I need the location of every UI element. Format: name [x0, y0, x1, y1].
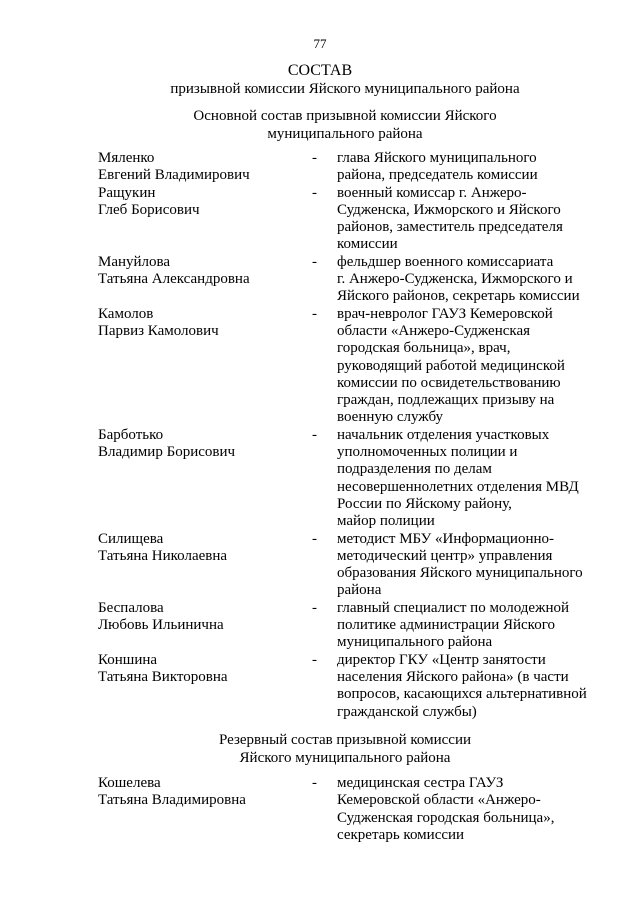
member-name	[98, 775, 312, 844]
member-role-line: района, председатель комиссии	[337, 167, 538, 184]
member-name	[98, 427, 312, 531]
member-role	[337, 254, 593, 306]
member-role-line: глава Яйского муниципального	[337, 150, 537, 166]
document-title: СОСТАВ	[287, 62, 353, 79]
member-name-line: Камолов	[98, 305, 154, 322]
member-role-line: комиссии по освидетельствованию	[337, 374, 561, 391]
member-name-line: Татьяна Николаевна	[98, 547, 228, 564]
member-role	[337, 185, 593, 254]
main-section-title-line: муниципального района	[267, 126, 423, 142]
member-role-line: комиссии	[337, 236, 398, 253]
reserve-section-title	[0, 731, 640, 767]
member-role	[337, 150, 593, 185]
member-name-line: Мануйлова	[98, 253, 171, 270]
member-name-line: Татьяна Владимировна	[98, 792, 246, 809]
member-role-line: военную службу	[337, 409, 444, 426]
member-role-line: медицинская сестра ГАУЗ	[337, 775, 504, 791]
member-role-line: начальник отделения участковых	[337, 426, 550, 443]
member-name	[98, 150, 312, 185]
member-role-line: подразделения по делам	[337, 461, 492, 478]
member-role-line: городская больница», врач,	[337, 340, 511, 357]
member-role-line: г. Анжеро-Судженска, Ижморского и	[337, 271, 573, 288]
member-entry	[98, 254, 598, 306]
member-role-line: района	[337, 582, 382, 599]
member-entry	[98, 150, 598, 185]
member-entry	[98, 306, 598, 427]
member-name	[98, 600, 312, 652]
member-dash: -	[312, 651, 317, 668]
member-name-line: Глеб Борисович	[98, 201, 200, 218]
member-role-line: области «Анжеро-Судженская	[337, 322, 531, 339]
member-role-line: гражданской службы)	[337, 703, 477, 720]
member-name-line: Владимир Борисович	[98, 444, 236, 461]
member-entry	[98, 652, 598, 721]
member-dash: -	[312, 426, 317, 443]
member-name-line: Беспалова	[98, 599, 164, 616]
member-name	[98, 531, 312, 600]
member-name-line: Коншина	[98, 651, 158, 668]
member-role-line: несовершеннолетних отделения МВД	[337, 478, 579, 495]
main-section-title	[0, 107, 640, 143]
member-role	[337, 306, 593, 427]
member-role	[337, 531, 593, 600]
member-role	[337, 427, 593, 531]
reserve-section-title-line: Яйского муниципального района	[239, 750, 451, 766]
member-role-line: врач-невролог ГАУЗ Кемеровской	[337, 305, 553, 322]
member-role-line: майор полиции	[337, 513, 435, 530]
member-name-line: Татьяна Александровна	[98, 271, 250, 288]
member-name-line: Евгений Владимирович	[98, 167, 250, 184]
member-name-line: Татьяна Викторовна	[98, 668, 228, 685]
member-role-line: муниципального района	[337, 634, 493, 651]
member-dash: -	[312, 599, 317, 616]
member-name-line: Кошелева	[98, 775, 161, 791]
member-role-line: вопросов, касающихся альтернативной	[337, 686, 587, 703]
member-dash: -	[312, 775, 317, 791]
member-entry	[98, 775, 598, 844]
member-name	[98, 306, 312, 427]
member-role	[337, 775, 593, 844]
member-role	[337, 600, 593, 652]
member-role-line: методист МБУ «Информационно-	[337, 530, 554, 547]
member-role-line: населения Яйского района» (в части	[337, 668, 569, 685]
member-role-line: образования Яйского муниципального	[337, 565, 583, 582]
member-role-line: руководящий работой медицинской	[337, 357, 565, 374]
member-role-line: директор ГКУ «Центр занятости	[337, 651, 546, 668]
member-name	[98, 254, 312, 306]
member-role-line: уполномоченных полиции и	[337, 444, 518, 461]
member-entry	[98, 600, 598, 652]
member-role-line: районов, заместитель председателя	[337, 219, 563, 236]
document-subtitle: призывной комиссии Яйского муниципального района	[170, 81, 520, 97]
member-dash: -	[312, 253, 317, 270]
member-dash: -	[312, 305, 317, 322]
member-role-line: главный специалист по молодежной	[337, 599, 569, 616]
member-entry	[98, 531, 598, 600]
member-name-line: Ращукин	[98, 184, 156, 201]
member-role-line: Яйского районов, секретарь комиссии	[337, 288, 580, 305]
member-name-line: Силищева	[98, 530, 164, 547]
member-role-line: Судженская городская больница»,	[337, 809, 555, 826]
reserve-section-title-line: Резервный состав призывной комиссии	[218, 732, 472, 748]
member-role-line: методический центр» управления	[337, 547, 553, 564]
member-name-line: Парвиз Камолович	[98, 322, 219, 339]
member-name-line: Любовь Ильинична	[98, 617, 224, 634]
member-role-line: Судженска, Ижморского и Яйского	[337, 201, 561, 218]
reserve-members-list	[98, 775, 598, 844]
member-role-line: России по Яйскому району,	[337, 495, 512, 512]
member-dash: -	[312, 150, 317, 166]
member-entry	[98, 427, 598, 531]
member-name	[98, 652, 312, 721]
member-name-line: Мяленко	[98, 150, 155, 166]
main-section-title-line: Основной состав призывной комиссии Яйского	[193, 108, 497, 124]
member-dash: -	[312, 184, 317, 201]
member-role	[337, 652, 593, 721]
member-role-line: военный комиссар г. Анжеро-	[337, 184, 527, 201]
page-number: 77	[313, 36, 327, 51]
member-dash: -	[312, 530, 317, 547]
member-role-line: граждан, подлежащих призыву на	[337, 392, 555, 409]
member-role-line: политике администрации Яйского	[337, 617, 555, 634]
main-members-list	[98, 150, 598, 721]
member-entry	[98, 185, 598, 254]
member-name-line: Барботько	[98, 426, 164, 443]
member-name	[98, 185, 312, 254]
member-role-line: Кемеровской области «Анжеро-	[337, 792, 541, 809]
member-role-line: фельдшер военного комиссариата	[337, 253, 554, 270]
member-role-line: секретарь комиссии	[337, 826, 465, 843]
